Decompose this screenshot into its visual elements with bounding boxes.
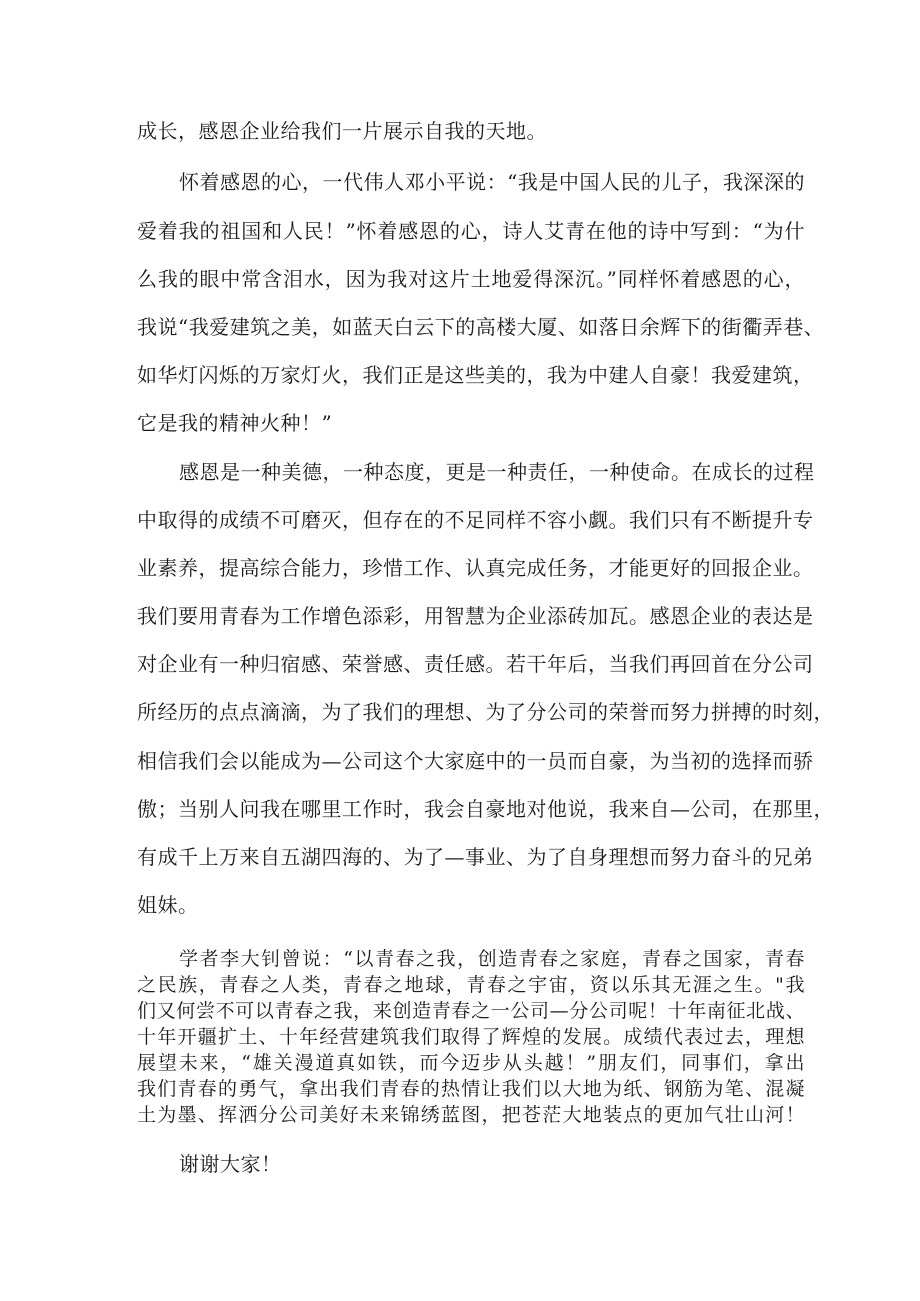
text-line: 谢谢大家！ bbox=[179, 1152, 282, 1176]
text-line: 有成千上万来自五湖四海的、为了—事业、为了自身理想而努力奋斗的兄弟 bbox=[137, 845, 814, 869]
text-line: 们又何尝不可以青春之我，来创造青春之一公司—分公司呢！十年南征北战、 bbox=[137, 1000, 805, 1022]
text-line: 姐妹。 bbox=[137, 893, 199, 917]
text-line: 业素养，提高综合能力，珍惜工作、认真完成任务，才能更好的回报企业。 bbox=[137, 556, 814, 580]
text-line: 我说“我爱建筑之美，如蓝天白云下的高楼大厦、如落日余辉下的街衢弄巷、 bbox=[137, 315, 825, 339]
text-line: 感恩是一种美德，一种态度，更是一种责任，一种使命。在成长的过程 bbox=[179, 460, 815, 484]
text-line: 如华灯闪烁的万家灯火，我们正是这些美的，我为中建人自豪！我爱建筑， bbox=[137, 363, 814, 387]
text-line: 对企业有一种归宿感、荣誉感、责任感。若干年后，当我们再回首在分公司 bbox=[137, 652, 814, 676]
text-line: 学者李大钊曾说：“以青春之我，创造青春之家庭，青春之国家，青春 bbox=[179, 948, 805, 970]
text-line: 所经历的点点滴滴，为了我们的理想、为了分公司的荣誉而努力拼搏的时刻， bbox=[137, 700, 834, 724]
text-line: 么我的眼中常含泪水，因为我对这片土地爱得深沉。”同样怀着感恩的心， bbox=[137, 267, 805, 291]
text-line: 之民族，青春之人类，青春之地球，青春之宇宙，资以乐其无涯之生。"我 bbox=[137, 974, 805, 996]
text-line: 爱着我的祖国和人民！”怀着感恩的心，诗人艾青在他的诗中写到：“为什 bbox=[137, 219, 805, 243]
text-line: 相信我们会以能成为—公司这个大家庭中的一员而自豪，为当初的选择而骄 bbox=[137, 749, 814, 773]
text-line: 十年开疆扩土、十年经营建筑我们取得了辉煌的发展。成绩代表过去，理想 bbox=[137, 1026, 805, 1048]
text-line: 我们青春的勇气，拿出我们青春的热情让我们以大地为纸、钢筋为笔、混凝 bbox=[137, 1078, 805, 1100]
text-line: 土为墨、挥洒分公司美好未来锦绣蓝图，把苍茫大地装点的更加气壮山河！ bbox=[137, 1104, 805, 1126]
text-line: 成长，感恩企业给我们一片展示自我的天地。 bbox=[137, 119, 547, 143]
text-line: 它是我的精神火种！” bbox=[137, 411, 333, 435]
text-line: 怀着感恩的心，一代伟人邓小平说：“我是中国人民的儿子，我深深的 bbox=[179, 170, 805, 194]
text-line: 我们要用青春为工作增色添彩，用智慧为企业添砖加瓦。感恩企业的表达是 bbox=[137, 604, 814, 628]
text-line: 中取得的成绩不可磨灭，但存在的不足同样不容小觑。我们只有不断提升专 bbox=[137, 508, 814, 532]
text-line: 傲；当别人问我在哪里工作时，我会自豪地对他说，我来自—公司，在那里， bbox=[137, 797, 834, 821]
text-line: 展望未来，“雄关漫道真如铁，而今迈步从头越！”朋友们，同事们，拿出 bbox=[137, 1052, 805, 1074]
